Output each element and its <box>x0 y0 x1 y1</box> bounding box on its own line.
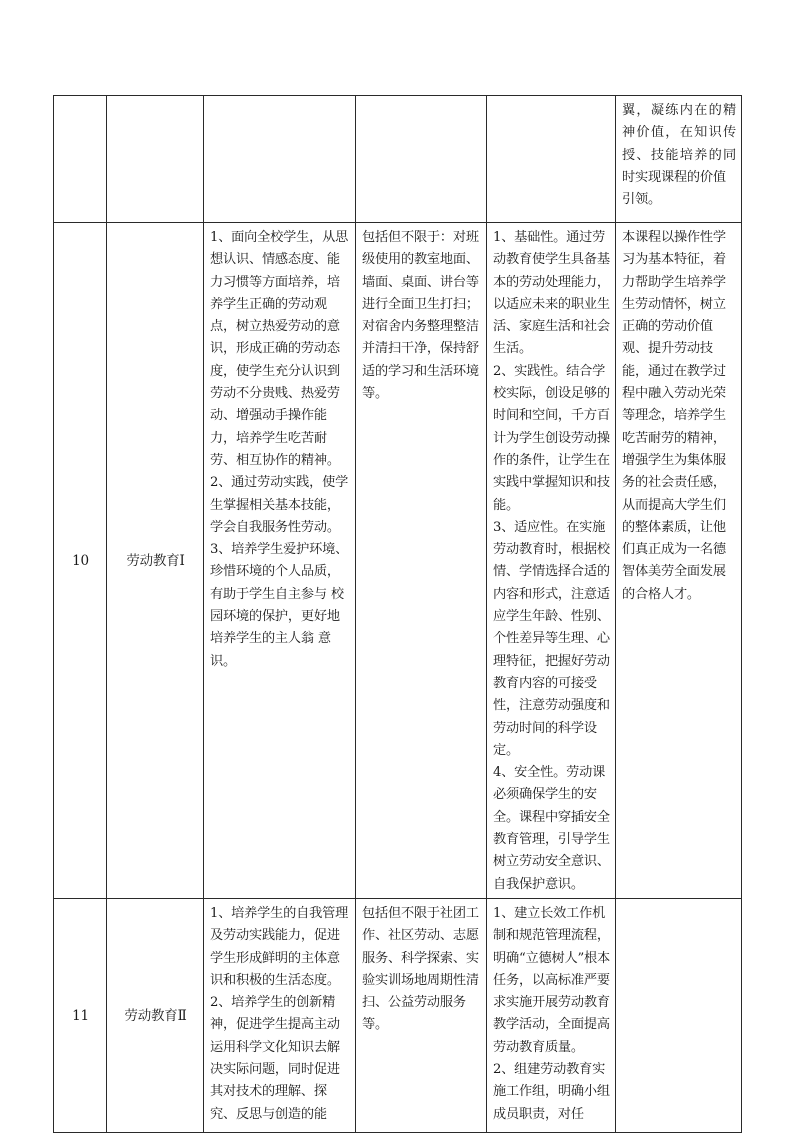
course-goal: 1、面向全校学生，从思想认识、情感态度、能力习惯等方面培养，培养学生正确的劳动观点，树立热爱劳动的意识，形成正确的劳动态度，使学生充分认识到劳动不分贵贱、热爱劳动、增强动手操作能力，培养学生吃苦耐劳、相互协作的精神。 2、通过劳动实践，使学生掌握相关基本技能，学会自我服务性劳动。 3、培养学生爱护环境、珍惜环境的个人品质，有助于学生自主参与 校园环境的保护，更好地培养学生的主人翁 意识。 <box>204 223 356 899</box>
course-content: 包括但不限于社团工作、社区劳动、志愿服务、科学探索、实验实训场地周期性清扫、公益劳动服务等。 <box>356 898 487 1132</box>
course-ideology: 本课程以操作性学习为基本特征，着力帮助学生培养学生劳动情怀，树立正确的劳动价值 观、提升劳动技能，通过在教学过程中融入劳动光荣等理念，培养学生吃苦耐劳的精神，增强学生为集体服务的社会责任感，从而提高大学生们的整体素质，让他们真正成为一名德智体美劳全面发展的合格人才。 <box>616 223 742 899</box>
course-content: 包括但不限于：对班级使用的教室地面、墙面、桌面、讲台等进行全面卫生打扫；对宿舍内务整理整洁并清扫干净，保持舒适的学习和生活环境等。 <box>356 223 487 899</box>
course-name: 劳动教育Ⅰ <box>107 223 204 899</box>
course-content <box>356 96 487 223</box>
course-ideology: 翼，凝练内在的精神价值，在知识传授、技能培养的同时实现课程的价值 引领。 <box>616 96 742 223</box>
table-row <box>54 96 742 223</box>
course-requirements: 1、基础性。通过劳动教育使学生具备基本的劳动处理能力，以适应未来的职业生活、家庭生活和社会生活。 2、实践性。结合学校实际，创设足够的时间和空间，千方百计为学生创设劳动操作的条件，让学生在实践中掌握知识和技能。 3、适应性。在实施劳动教育时，根据校情、学情选择合适的内容和形式，注意适应学生年龄、性别、个性差异等生理、心理特征，把握好劳动教育内容的可接受性，注意劳动强度和劳动时间的科学设定。 4、安全性。劳动课必须确保学生的安全。课程中穿插安全教育管理，引导学生树立劳动安全意识、自我保护意识。 <box>487 223 616 899</box>
table-row <box>54 898 742 1132</box>
course-goal <box>204 96 356 223</box>
course-goal: 1、培养学生的自我管理及劳动实践能力，促进学生形成鲜明的主体意识和积极的生活态度。 2、培养学生的创新精神，促进学生提高主动运用科学文化知识去解决实际问题，同时促进其对技术的理解、探究、反思与创造的能 <box>204 898 356 1132</box>
course-ideology <box>616 898 742 1132</box>
row-number: 10 <box>54 223 107 899</box>
course-name <box>107 96 204 223</box>
course-name: 劳动教育Ⅱ <box>107 898 204 1132</box>
course-requirements: 1、建立长效工作机制和规范管理流程，明确“立德树人”根本任务，以高标准严要求实施开展劳动教育教学活动，全面提高劳动教育质量。 2、组建劳动教育实施工作组，明确小组成员职责，对任 <box>487 898 616 1132</box>
course-table <box>53 95 742 1133</box>
course-requirements <box>487 96 616 223</box>
row-number: 11 <box>54 898 107 1132</box>
table-row <box>54 223 742 899</box>
row-number <box>54 96 107 223</box>
